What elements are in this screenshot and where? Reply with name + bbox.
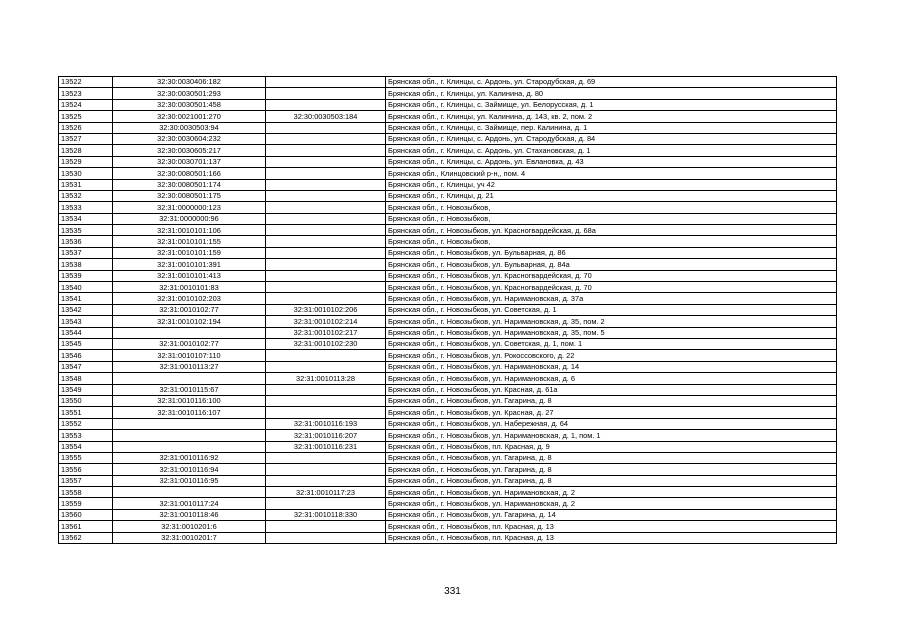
table-row bbox=[59, 225, 837, 236]
record-number-cell: 13524 bbox=[59, 99, 113, 110]
record-number-cell: 13557 bbox=[59, 475, 113, 486]
related-cadastral-number-cell bbox=[266, 179, 386, 190]
table-row bbox=[59, 350, 837, 361]
address-cell: Брянская обл., г. Новозыбков, ул. Наримановская, д. 2 bbox=[386, 487, 837, 498]
address-cell: Брянская обл., г. Клинцы, с. Займище, ул. Белорусская, д. 1 bbox=[386, 99, 837, 110]
cadastral-number-cell: 32:30:0030406:182 bbox=[113, 77, 266, 88]
address-cell: Брянская обл., г. Клинцы, с. Ардонь, ул. Стародубская, д. 84 bbox=[386, 133, 837, 144]
table-row bbox=[59, 88, 837, 99]
cadastral-number-cell: 32:30:0080501:175 bbox=[113, 190, 266, 201]
record-number-cell: 13522 bbox=[59, 77, 113, 88]
table-row bbox=[59, 111, 837, 122]
record-number-cell: 13549 bbox=[59, 384, 113, 395]
address-cell: Брянская обл., г. Клинцы, ул. Калинина, д. 143, кв. 2, пом. 2 bbox=[386, 111, 837, 122]
address-cell: Брянская обл., г. Клинцы, ул. Калинина, д. 80 bbox=[386, 88, 837, 99]
table-row bbox=[59, 373, 837, 384]
table-row bbox=[59, 213, 837, 224]
address-cell: Брянская обл., г. Новозыбков, ул. Гагарина, д. 8 bbox=[386, 452, 837, 463]
record-number-cell: 13554 bbox=[59, 441, 113, 452]
related-cadastral-number-cell: 32:31:0010102:214 bbox=[266, 316, 386, 327]
related-cadastral-number-cell: 32:31:0010116:193 bbox=[266, 418, 386, 429]
record-number-cell: 13532 bbox=[59, 190, 113, 201]
cadastral-number-cell: 32:31:0010102:203 bbox=[113, 293, 266, 304]
record-number-cell: 13547 bbox=[59, 361, 113, 372]
record-number-cell: 13541 bbox=[59, 293, 113, 304]
related-cadastral-number-cell bbox=[266, 168, 386, 179]
record-number-cell: 13551 bbox=[59, 407, 113, 418]
address-cell: Брянская обл., г. Новозыбков, ул. Наримановская, д. 37а bbox=[386, 293, 837, 304]
related-cadastral-number-cell bbox=[266, 190, 386, 201]
related-cadastral-number-cell bbox=[266, 77, 386, 88]
record-number-cell: 13525 bbox=[59, 111, 113, 122]
related-cadastral-number-cell bbox=[266, 521, 386, 532]
record-number-cell: 13536 bbox=[59, 236, 113, 247]
table-row bbox=[59, 282, 837, 293]
address-cell: Брянская обл., г. Новозыбков, bbox=[386, 236, 837, 247]
record-number-cell: 13528 bbox=[59, 145, 113, 156]
record-number-cell: 13553 bbox=[59, 430, 113, 441]
address-cell: Брянская обл., г. Новозыбков, ул. Советская, д. 1 bbox=[386, 304, 837, 315]
address-cell: Брянская обл., г. Новозыбков, ул. Рокоссовского, д. 22 bbox=[386, 350, 837, 361]
related-cadastral-number-cell: 32:31:0010116:231 bbox=[266, 441, 386, 452]
address-cell: Брянская обл., Клинцовский р-н,, пом. 4 bbox=[386, 168, 837, 179]
record-number-cell: 13556 bbox=[59, 464, 113, 475]
address-cell: Брянская обл., г. Новозыбков, ул. Бульварная, д. 86 bbox=[386, 247, 837, 258]
page-number: 331 bbox=[444, 586, 461, 597]
related-cadastral-number-cell bbox=[266, 225, 386, 236]
record-number-cell: 13548 bbox=[59, 373, 113, 384]
table-row bbox=[59, 384, 837, 395]
cadastral-number-cell: 32:30:0080501:174 bbox=[113, 179, 266, 190]
table-row bbox=[59, 133, 837, 144]
table-row bbox=[59, 452, 837, 463]
cadastral-number-cell: 32:30:0030501:293 bbox=[113, 88, 266, 99]
related-cadastral-number-cell bbox=[266, 498, 386, 509]
record-number-cell: 13562 bbox=[59, 532, 113, 543]
registry-table bbox=[58, 76, 837, 544]
table-row bbox=[59, 327, 837, 338]
related-cadastral-number-cell: 32:31:0010102:230 bbox=[266, 338, 386, 349]
address-cell: Брянская обл., г. Новозыбков, ул. Набережная, д. 64 bbox=[386, 418, 837, 429]
related-cadastral-number-cell bbox=[266, 247, 386, 258]
address-cell: Брянская обл., г. Клинцы, с. Ардонь, ул. Стахановская, д. 1 bbox=[386, 145, 837, 156]
record-number-cell: 13523 bbox=[59, 88, 113, 99]
address-cell: Брянская обл., г. Новозыбков, ул. Советская, д. 1, пом. 1 bbox=[386, 338, 837, 349]
cadastral-number-cell: 32:31:0010116:107 bbox=[113, 407, 266, 418]
table-row bbox=[59, 338, 837, 349]
cadastral-number-cell: 32:31:0000000:123 bbox=[113, 202, 266, 213]
table-row bbox=[59, 509, 837, 520]
cadastral-number-cell: 32:31:0010116:92 bbox=[113, 452, 266, 463]
cadastral-number-cell: 32:31:0010118:46 bbox=[113, 509, 266, 520]
table-row bbox=[59, 293, 837, 304]
related-cadastral-number-cell bbox=[266, 452, 386, 463]
table-row bbox=[59, 145, 837, 156]
address-cell: Брянская обл., г. Клинцы, с. Ардонь, ул. Стародубская, д. 69 bbox=[386, 77, 837, 88]
related-cadastral-number-cell bbox=[266, 88, 386, 99]
related-cadastral-number-cell bbox=[266, 145, 386, 156]
address-cell: Брянская обл., г. Клинцы, д. 21 bbox=[386, 190, 837, 201]
address-cell: Брянская обл., г. Клинцы, с. Ардонь, ул. Евлановка, д. 43 bbox=[386, 156, 837, 167]
record-number-cell: 13561 bbox=[59, 521, 113, 532]
record-number-cell: 13537 bbox=[59, 247, 113, 258]
related-cadastral-number-cell bbox=[266, 532, 386, 543]
cadastral-number-cell: 32:31:0010113:27 bbox=[113, 361, 266, 372]
address-cell: Брянская обл., г. Новозыбков, ул. Красногвардейская, д. 70 bbox=[386, 270, 837, 281]
table-row bbox=[59, 122, 837, 133]
address-cell: Брянская обл., г. Новозыбков, ул. Красная, д. 61а bbox=[386, 384, 837, 395]
record-number-cell: 13546 bbox=[59, 350, 113, 361]
address-cell: Брянская обл., г. Новозыбков, ул. Бульварная, д. 84а bbox=[386, 259, 837, 270]
record-number-cell: 13560 bbox=[59, 509, 113, 520]
table-row bbox=[59, 202, 837, 213]
address-cell: Брянская обл., г. Новозыбков, bbox=[386, 202, 837, 213]
table-row bbox=[59, 99, 837, 110]
related-cadastral-number-cell bbox=[266, 350, 386, 361]
record-number-cell: 13555 bbox=[59, 452, 113, 463]
record-number-cell: 13559 bbox=[59, 498, 113, 509]
table-row bbox=[59, 168, 837, 179]
address-cell: Брянская обл., г. Новозыбков, пл. Красная, д. 13 bbox=[386, 521, 837, 532]
record-number-cell: 13531 bbox=[59, 179, 113, 190]
table-row bbox=[59, 475, 837, 486]
record-number-cell: 13544 bbox=[59, 327, 113, 338]
cadastral-number-cell: 32:31:0010201:6 bbox=[113, 521, 266, 532]
table-row bbox=[59, 487, 837, 498]
cadastral-number-cell: 32:31:0010115:67 bbox=[113, 384, 266, 395]
cadastral-number-cell: 32:30:0030605:217 bbox=[113, 145, 266, 156]
cadastral-number-cell: 32:30:0030604:232 bbox=[113, 133, 266, 144]
table-row bbox=[59, 259, 837, 270]
record-number-cell: 13534 bbox=[59, 213, 113, 224]
cadastral-number-cell: 32:31:0010116:95 bbox=[113, 475, 266, 486]
cadastral-number-cell: 32:31:0010102:77 bbox=[113, 338, 266, 349]
related-cadastral-number-cell: 32:31:0010113:28 bbox=[266, 373, 386, 384]
table-row bbox=[59, 236, 837, 247]
record-number-cell: 13527 bbox=[59, 133, 113, 144]
cadastral-number-cell: 32:31:0010201:7 bbox=[113, 532, 266, 543]
related-cadastral-number-cell bbox=[266, 122, 386, 133]
cadastral-number-cell: 32:31:0010117:24 bbox=[113, 498, 266, 509]
cadastral-number-cell: 32:31:0010102:194 bbox=[113, 316, 266, 327]
record-number-cell: 13530 bbox=[59, 168, 113, 179]
table-row bbox=[59, 521, 837, 532]
table-row bbox=[59, 418, 837, 429]
cadastral-number-cell bbox=[113, 487, 266, 498]
address-cell: Брянская обл., г. Новозыбков, ул. Наримановская, д. 1, пом. 1 bbox=[386, 430, 837, 441]
record-number-cell: 13550 bbox=[59, 395, 113, 406]
cadastral-number-cell: 32:31:0010101:159 bbox=[113, 247, 266, 258]
address-cell: Брянская обл., г. Новозыбков, ул. Наримановская, д. 35, пом. 2 bbox=[386, 316, 837, 327]
related-cadastral-number-cell bbox=[266, 395, 386, 406]
record-number-cell: 13552 bbox=[59, 418, 113, 429]
cadastral-number-cell bbox=[113, 441, 266, 452]
table-row bbox=[59, 498, 837, 509]
address-cell: Брянская обл., г. Новозыбков, ул. Наримановская, д. 6 bbox=[386, 373, 837, 384]
related-cadastral-number-cell bbox=[266, 133, 386, 144]
cadastral-number-cell: 32:30:0080501:166 bbox=[113, 168, 266, 179]
related-cadastral-number-cell bbox=[266, 202, 386, 213]
address-cell: Брянская обл., г. Новозыбков, ул. Наримановская, д. 2 bbox=[386, 498, 837, 509]
table-row bbox=[59, 441, 837, 452]
table-row bbox=[59, 247, 837, 258]
table-row bbox=[59, 270, 837, 281]
address-cell: Брянская обл., г. Новозыбков, ул. Красногвардейская, д. 70 bbox=[386, 282, 837, 293]
related-cadastral-number-cell: 32:30:0030503:184 bbox=[266, 111, 386, 122]
cadastral-number-cell: 32:30:0021001:270 bbox=[113, 111, 266, 122]
related-cadastral-number-cell bbox=[266, 384, 386, 395]
address-cell: Брянская обл., г. Новозыбков, ул. Наримановская, д. 35, пом. 5 bbox=[386, 327, 837, 338]
table-row bbox=[59, 179, 837, 190]
cadastral-number-cell: 32:31:0000000:96 bbox=[113, 213, 266, 224]
table-row bbox=[59, 304, 837, 315]
related-cadastral-number-cell bbox=[266, 464, 386, 475]
cadastral-number-cell: 32:30:0030701:137 bbox=[113, 156, 266, 167]
address-cell: Брянская обл., г. Новозыбков, bbox=[386, 213, 837, 224]
related-cadastral-number-cell bbox=[266, 270, 386, 281]
cadastral-number-cell: 32:31:0010101:106 bbox=[113, 225, 266, 236]
cadastral-number-cell: 32:31:0010116:100 bbox=[113, 395, 266, 406]
related-cadastral-number-cell: 32:31:0010102:217 bbox=[266, 327, 386, 338]
cadastral-number-cell: 32:31:0010101:413 bbox=[113, 270, 266, 281]
related-cadastral-number-cell bbox=[266, 156, 386, 167]
address-cell: Брянская обл., г. Новозыбков, ул. Гагарина, д. 8 bbox=[386, 395, 837, 406]
table-row bbox=[59, 430, 837, 441]
record-number-cell: 13538 bbox=[59, 259, 113, 270]
related-cadastral-number-cell bbox=[266, 213, 386, 224]
related-cadastral-number-cell: 32:31:0010102:206 bbox=[266, 304, 386, 315]
address-cell: Брянская обл., г. Новозыбков, ул. Наримановская, д. 14 bbox=[386, 361, 837, 372]
record-number-cell: 13533 bbox=[59, 202, 113, 213]
table-row bbox=[59, 361, 837, 372]
address-cell: Брянская обл., г. Новозыбков, ул. Гагарина, д. 8 bbox=[386, 464, 837, 475]
cadastral-number-cell: 32:31:0010101:391 bbox=[113, 259, 266, 270]
cadastral-number-cell: 32:30:0030503:94 bbox=[113, 122, 266, 133]
record-number-cell: 13545 bbox=[59, 338, 113, 349]
record-number-cell: 13539 bbox=[59, 270, 113, 281]
address-cell: Брянская обл., г. Новозыбков, ул. Красная, д. 27 bbox=[386, 407, 837, 418]
cadastral-number-cell: 32:31:0010116:94 bbox=[113, 464, 266, 475]
table-row bbox=[59, 395, 837, 406]
record-number-cell: 13540 bbox=[59, 282, 113, 293]
record-number-cell: 13558 bbox=[59, 487, 113, 498]
record-number-cell: 13543 bbox=[59, 316, 113, 327]
table-row bbox=[59, 532, 837, 543]
cadastral-number-cell bbox=[113, 373, 266, 384]
table-row bbox=[59, 407, 837, 418]
related-cadastral-number-cell: 32:31:0010118:330 bbox=[266, 509, 386, 520]
record-number-cell: 13526 bbox=[59, 122, 113, 133]
table-row bbox=[59, 464, 837, 475]
address-cell: Брянская обл., г. Клинцы, уч 42 bbox=[386, 179, 837, 190]
related-cadastral-number-cell: 32:31:0010117:23 bbox=[266, 487, 386, 498]
related-cadastral-number-cell bbox=[266, 99, 386, 110]
registry-table-body bbox=[59, 77, 837, 544]
related-cadastral-number-cell bbox=[266, 282, 386, 293]
cadastral-number-cell: 32:30:0030501:458 bbox=[113, 99, 266, 110]
record-number-cell: 13529 bbox=[59, 156, 113, 167]
record-number-cell: 13542 bbox=[59, 304, 113, 315]
cadastral-number-cell: 32:31:0010102:77 bbox=[113, 304, 266, 315]
address-cell: Брянская обл., г. Новозыбков, пл. Красная, д. 9 bbox=[386, 441, 837, 452]
related-cadastral-number-cell bbox=[266, 236, 386, 247]
related-cadastral-number-cell bbox=[266, 259, 386, 270]
cadastral-number-cell bbox=[113, 430, 266, 441]
related-cadastral-number-cell bbox=[266, 475, 386, 486]
address-cell: Брянская обл., г. Новозыбков, ул. Гагарина, д. 8 bbox=[386, 475, 837, 486]
address-cell: Брянская обл., г. Новозыбков, пл. Красная, д. 13 bbox=[386, 532, 837, 543]
table-row bbox=[59, 156, 837, 167]
cadastral-number-cell: 32:31:0010101:155 bbox=[113, 236, 266, 247]
table-row bbox=[59, 316, 837, 327]
address-cell: Брянская обл., г. Новозыбков, ул. Гагарина, д. 14 bbox=[386, 509, 837, 520]
related-cadastral-number-cell: 32:31:0010116:207 bbox=[266, 430, 386, 441]
cadastral-number-cell bbox=[113, 327, 266, 338]
related-cadastral-number-cell bbox=[266, 361, 386, 372]
address-cell: Брянская обл., г. Новозыбков, ул. Красногвардейская, д. 68а bbox=[386, 225, 837, 236]
cadastral-number-cell bbox=[113, 418, 266, 429]
related-cadastral-number-cell bbox=[266, 293, 386, 304]
table-row bbox=[59, 77, 837, 88]
cadastral-number-cell: 32:31:0010107:110 bbox=[113, 350, 266, 361]
table-row bbox=[59, 190, 837, 201]
address-cell: Брянская обл., г. Клинцы, с. Займище, пер. Калинина, д. 1 bbox=[386, 122, 837, 133]
record-number-cell: 13535 bbox=[59, 225, 113, 236]
cadastral-number-cell: 32:31:0010101:83 bbox=[113, 282, 266, 293]
related-cadastral-number-cell bbox=[266, 407, 386, 418]
